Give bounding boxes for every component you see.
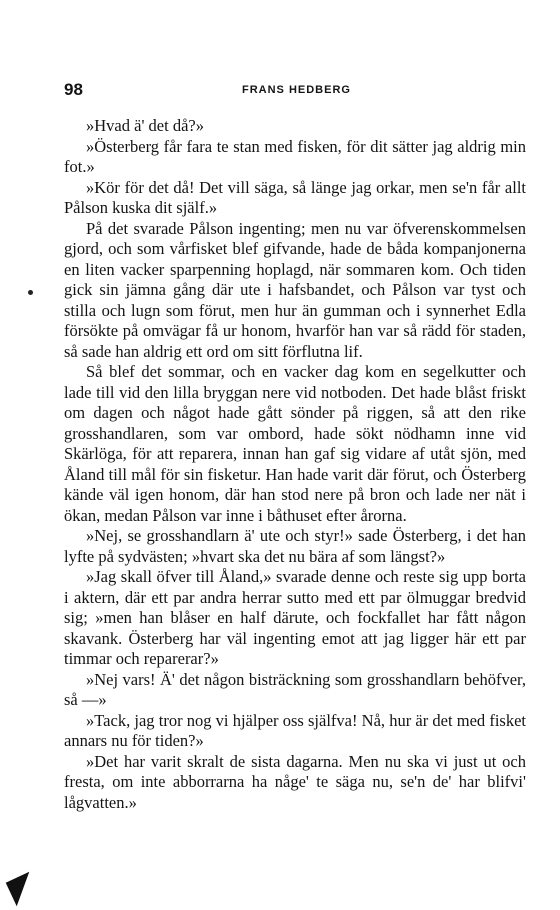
body-text xyxy=(64,116,526,813)
paragraph: »Hvad ä' det då?» xyxy=(86,116,204,135)
page-number: 98 xyxy=(64,80,83,99)
running-head: FRANS HEDBERG xyxy=(242,84,351,96)
paragraph: »Nej vars! Ä' det någon bisträckning som grosshandlarn behöfver, så —» xyxy=(64,669,526,709)
paragraph: På det svarade Pålson ingenting; men nu var öfverenskommelsen gjord, och som vårfisket blef gifvande, hade de båda kompanjonerna en liten vacker sparpenning hoplagd, när sommaren kom. Och tiden gick sin jämna gång där ute i hafsbandet, och Pålson var tyst och stilla och lugn som förut, men hur än gumman och i synnerhet Edla försökte på omvägar få ur honom, hvarför han var så rädd för staden, så sade han aldrig ett ord om sitt förflutna lif. xyxy=(64,218,526,361)
paragraph: »Nej, se grosshandlarn ä' ute och styr!» sade Österberg, i det han lyfte på sydvästen; »hvart ska det nu bära af som längst?» xyxy=(64,526,526,566)
margin-dot-mark xyxy=(28,290,33,295)
page-header xyxy=(64,80,512,104)
paragraph: »Österberg får fara te stan med fisken, för dit sätter jag aldrig min fot.» xyxy=(64,136,526,176)
paragraph: »Det har varit skralt de sista dagarna. Men nu ska vi just ut och fresta, om inte abborrarna ha någe' te säga nu, se'n de' har blifvi' lågvatten.» xyxy=(64,751,526,812)
paragraph: Så blef det sommar, och en vacker dag kom en segelkutter och lade till vid den lilla bryggan nere vid notboden. Det hade blåst friskt om dagen och något hade gått sönder på riggen, så att den rike grosshandlaren, som var ombord, hade sökt nödhamn inne vid Skärlöga, för att reparera, innan han gaf sig vidare af utåt sjön, med Åland till mål för sin fisketur. Han hade varit där förut, och Österberg kände väl igen honom, där han stod nere på bron och lade ner nät i ökan, medan Pålson var inne i båthuset efter årorna. xyxy=(64,362,526,525)
paragraph: »Jag skall öfver till Åland,» svarade denne och reste sig upp borta i aktern, där ett par andra herrar sutto med ett par ölmuggar bredvid sig; »men han blåser en half därute, och fockfallet har fått någon skavank. Österberg har väl ingenting emot att jag ligger här ett par timmar och reparerar?» xyxy=(64,567,526,668)
paragraph: »Kör för det då! Det vill säga, så länge jag orkar, men se'n får allt Pålson kuska dit själf.» xyxy=(64,177,526,217)
paragraph: »Tack, jag tror nog vi hjälper oss själfva! Nå, hur är det med fisket annars nu för tiden?» xyxy=(64,710,526,750)
corner-arrow-mark xyxy=(6,872,41,907)
